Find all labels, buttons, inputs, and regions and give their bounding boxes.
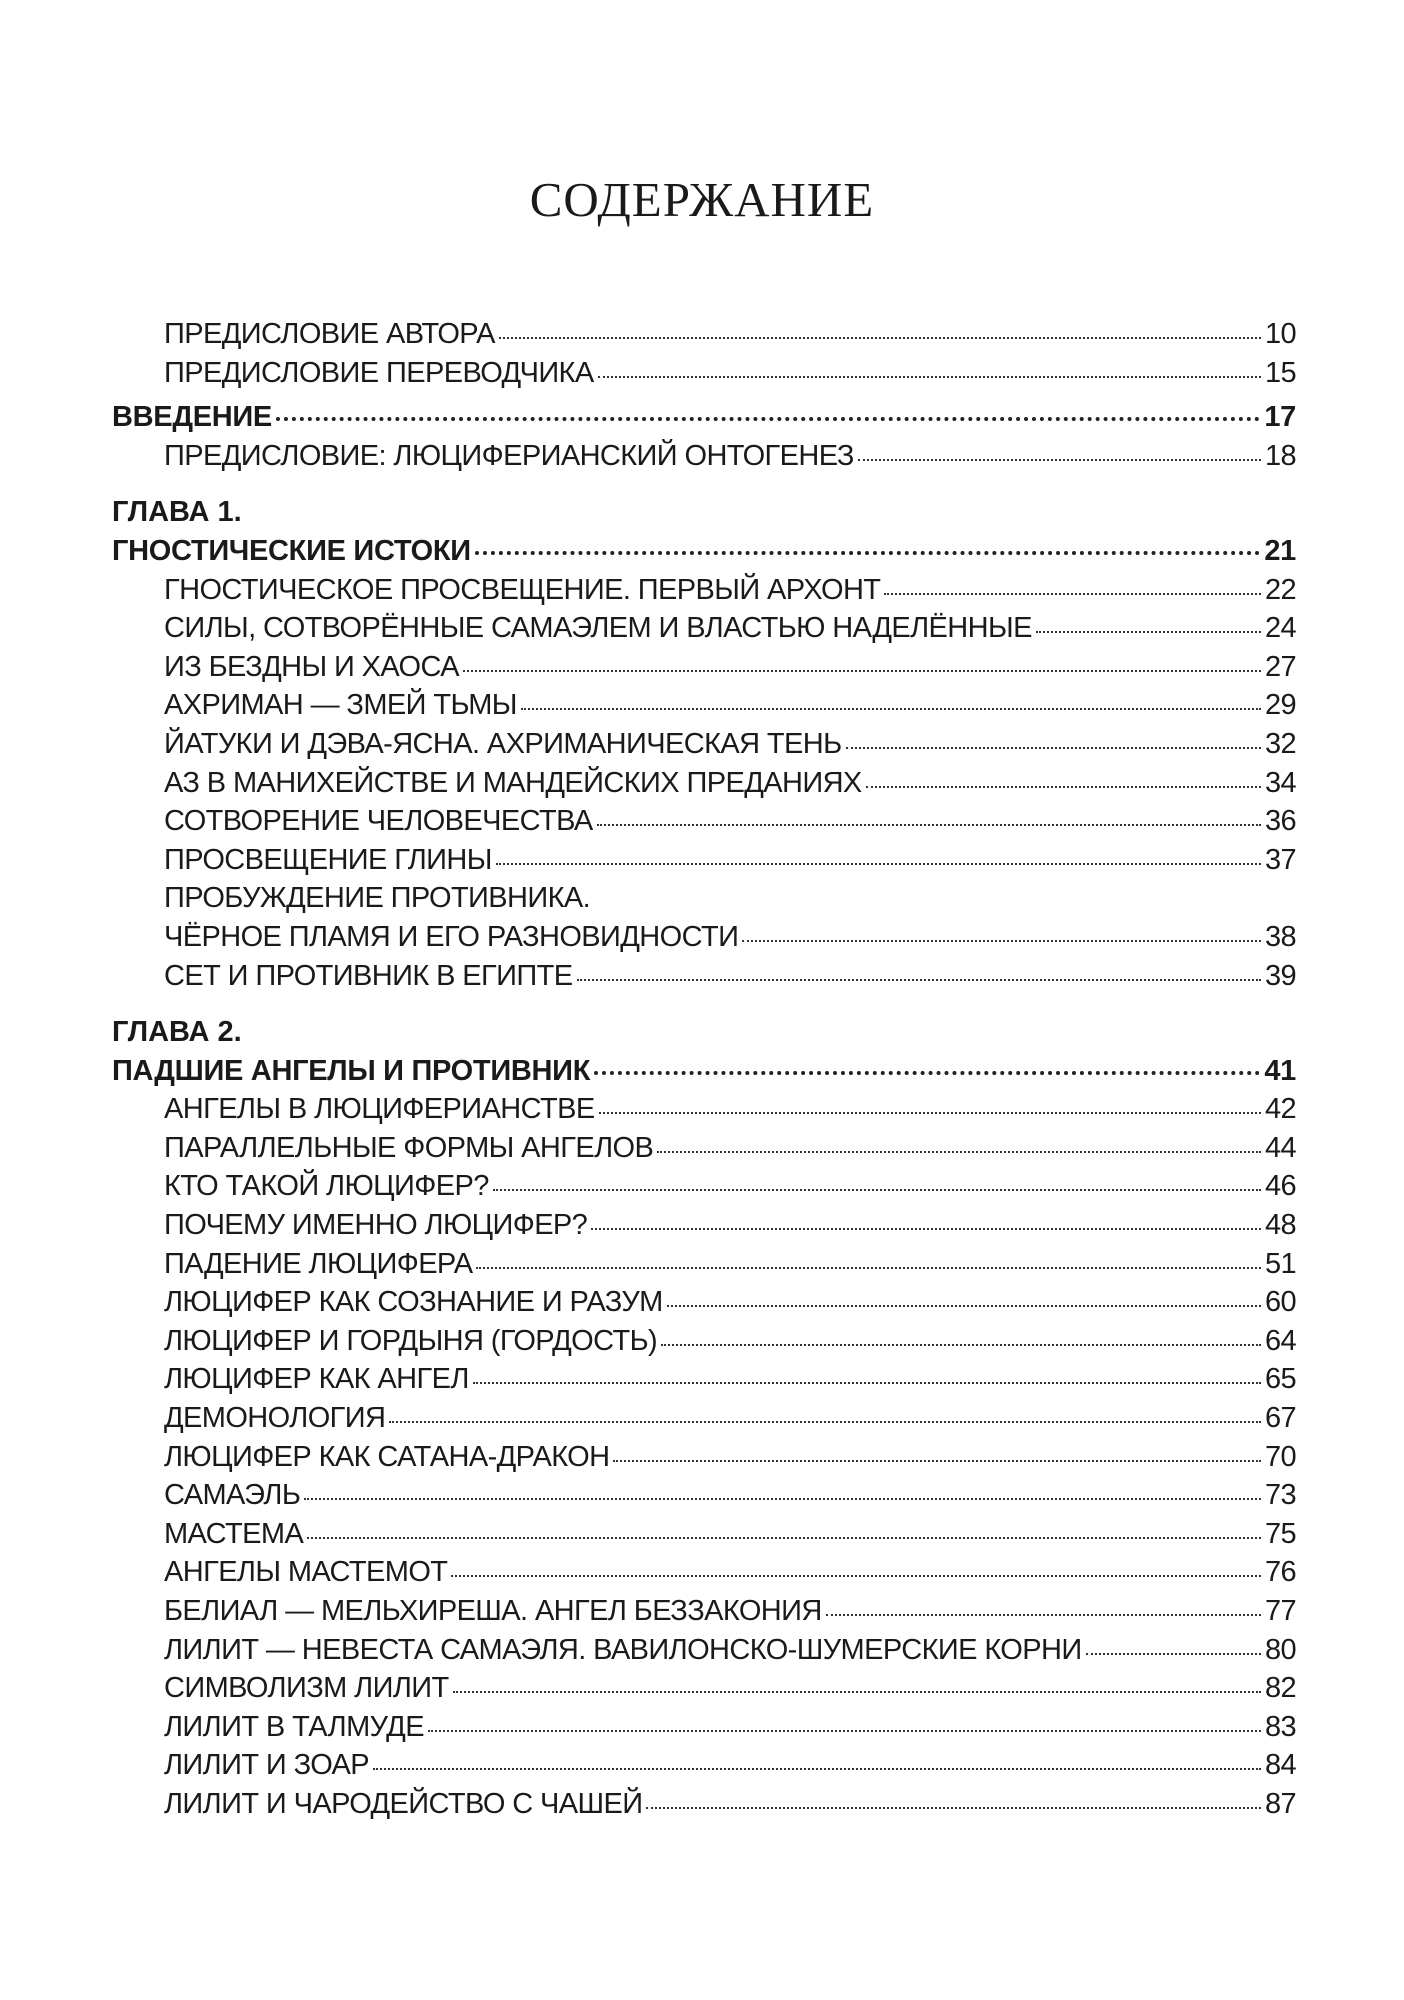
toc-entry[interactable] bbox=[112, 1441, 1296, 1480]
chapter-label: ГЛАВА 2. bbox=[112, 1016, 242, 1049]
dot-leader bbox=[1086, 1651, 1261, 1655]
toc-entry-label: ВВЕДЕНИЕ bbox=[112, 401, 272, 434]
toc-section-heading[interactable] bbox=[112, 401, 1296, 440]
toc-entry-label: ГНОСТИЧЕСКОЕ ПРОСВЕЩЕНИЕ. ПЕРВЫЙ АРХОНТ bbox=[164, 573, 881, 606]
toc-entry[interactable] bbox=[112, 1170, 1296, 1209]
dot-leader bbox=[475, 549, 1261, 555]
dot-leader bbox=[304, 1496, 1261, 1500]
toc-page-number: 76 bbox=[1264, 1556, 1296, 1589]
toc-entry[interactable] bbox=[112, 1634, 1296, 1673]
toc-page-number: 87 bbox=[1264, 1787, 1296, 1820]
toc-entry[interactable] bbox=[112, 960, 1296, 999]
toc-entry-label: БЕЛИАЛ — МЕЛЬХИРЕША. АНГЕЛ БЕЗЗАКОНИЯ bbox=[164, 1595, 822, 1627]
toc-entry-label: ПОЧЕМУ ИМЕННО ЛЮЦИФЕР? bbox=[164, 1209, 588, 1242]
toc-entry-label: АЗ В МАНИХЕЙСТВЕ И МАНДЕЙСКИХ ПРЕДАНИЯХ bbox=[164, 766, 862, 799]
toc-page-number: 82 bbox=[1264, 1672, 1296, 1705]
toc-entry-label: КТО ТАКОЙ ЛЮЦИФЕР? bbox=[164, 1170, 489, 1203]
toc-chapter-number bbox=[112, 1016, 1296, 1055]
toc-entry-label: ЧЁРНОЕ ПЛАМЯ И ЕГО РАЗНОВИДНОСТИ bbox=[164, 920, 739, 953]
dot-leader bbox=[276, 415, 1260, 421]
toc-page-number: 17 bbox=[1264, 401, 1296, 434]
toc-entry[interactable] bbox=[112, 1132, 1296, 1171]
dot-leader bbox=[428, 1728, 1261, 1732]
dot-leader bbox=[1036, 629, 1261, 633]
toc-entry-label: ГНОСТИЧЕСКИЕ ИСТОКИ bbox=[112, 534, 471, 567]
toc-page-number: 83 bbox=[1264, 1710, 1296, 1743]
dot-leader bbox=[742, 938, 1261, 942]
toc-entry[interactable] bbox=[112, 728, 1296, 767]
toc-entry[interactable] bbox=[112, 844, 1296, 883]
toc-page-number: 70 bbox=[1264, 1440, 1296, 1473]
dot-leader bbox=[667, 1303, 1261, 1307]
dot-leader bbox=[858, 457, 1261, 461]
toc-entry[interactable] bbox=[112, 1749, 1296, 1788]
toc-entry-label: ЛИЛИТ И ЗОАР bbox=[164, 1749, 370, 1782]
toc-page-number: 32 bbox=[1264, 727, 1296, 760]
toc-entry-label: ПРЕДИСЛОВИЕ: ЛЮЦИФЕРИАНСКИЙ ОНТОГЕНЕЗ bbox=[164, 439, 854, 472]
toc-entry-label: ПРОСВЕЩЕНИЕ ГЛИНЫ bbox=[164, 843, 492, 876]
dot-leader bbox=[496, 861, 1261, 865]
toc-entry[interactable] bbox=[112, 1556, 1296, 1595]
page-title: СОДЕРЖАНИЕ bbox=[529, 171, 875, 227]
toc-entry-label: АНГЕЛЫ В ЛЮЦИФЕРИАНСТВЕ bbox=[164, 1093, 595, 1126]
toc-entry[interactable] bbox=[112, 1672, 1296, 1711]
toc-page-number: 36 bbox=[1264, 805, 1296, 838]
dot-leader bbox=[599, 1110, 1261, 1114]
toc-page-number: 67 bbox=[1264, 1402, 1296, 1435]
toc-page-number: 10 bbox=[1264, 318, 1296, 350]
toc-entry[interactable] bbox=[112, 1595, 1296, 1634]
toc-entry-label: ЛИЛИТ И ЧАРОДЕЙСТВО С ЧАШЕЙ bbox=[164, 1787, 643, 1820]
toc-entry[interactable] bbox=[112, 318, 1296, 357]
dot-leader bbox=[598, 374, 1261, 378]
toc-entry-label: ПАДШИЕ АНГЕЛЫ И ПРОТИВНИК bbox=[112, 1054, 591, 1087]
toc-page-number: 34 bbox=[1264, 766, 1296, 799]
toc-page-number: 84 bbox=[1264, 1749, 1296, 1782]
toc-entry[interactable] bbox=[112, 689, 1296, 728]
toc-entry[interactable] bbox=[112, 1518, 1296, 1557]
dot-leader bbox=[884, 591, 1261, 595]
dot-leader bbox=[657, 1149, 1261, 1153]
table-of-contents bbox=[112, 318, 1296, 1827]
toc-entry[interactable] bbox=[112, 1788, 1296, 1827]
toc-page-number: 46 bbox=[1264, 1170, 1296, 1203]
dot-leader bbox=[646, 1805, 1260, 1809]
toc-entry-label: ПРЕДИСЛОВИЕ ПЕРЕВОДЧИКА bbox=[164, 356, 594, 389]
toc-entry-label: АНГЕЛЫ МАСТЕМОТ bbox=[164, 1556, 448, 1589]
toc-entry-label: ИЗ БЕЗДНЫ И ХАОСА bbox=[164, 650, 459, 683]
dot-leader bbox=[453, 1689, 1261, 1693]
toc-entry-label: ПАДЕНИЕ ЛЮЦИФЕРА bbox=[164, 1247, 473, 1280]
toc-entry-label: ЛИЛИТ В ТАЛМУДЕ bbox=[164, 1710, 424, 1743]
toc-entry[interactable] bbox=[112, 1479, 1296, 1518]
toc-page-number: 27 bbox=[1264, 650, 1296, 683]
toc-page-number: 42 bbox=[1264, 1093, 1296, 1126]
toc-page-number: 44 bbox=[1264, 1131, 1296, 1164]
dot-leader bbox=[866, 784, 1261, 788]
dot-leader bbox=[597, 822, 1261, 826]
toc-page-number: 39 bbox=[1264, 959, 1296, 992]
toc-entry[interactable] bbox=[112, 1286, 1296, 1325]
toc-entry-label: СЕТ И ПРОТИВНИК В ЕГИПТЕ bbox=[164, 959, 573, 992]
dot-leader bbox=[307, 1535, 1261, 1539]
dot-leader bbox=[493, 1187, 1261, 1191]
toc-chapter-number bbox=[112, 496, 1296, 535]
toc-entry[interactable] bbox=[112, 357, 1296, 396]
toc-entry-label: СИЛЫ, СОТВОРЁННЫЕ САМАЭЛЕМ И ВЛАСТЬЮ НАДЕЛЁННЫЕ bbox=[164, 612, 1032, 645]
dot-leader bbox=[661, 1342, 1261, 1346]
dot-leader bbox=[451, 1573, 1261, 1577]
dot-leader bbox=[373, 1766, 1261, 1770]
dot-leader bbox=[389, 1419, 1261, 1423]
toc-entry-label: СОТВОРЕНИЕ ЧЕЛОВЕЧЕСТВА bbox=[164, 805, 593, 838]
toc-entry[interactable] bbox=[112, 612, 1296, 651]
toc-entry-label: МАСТЕМА bbox=[164, 1517, 304, 1550]
toc-page-number: 80 bbox=[1264, 1633, 1296, 1666]
toc-section-heading[interactable] bbox=[112, 1055, 1296, 1094]
toc-entry[interactable] bbox=[112, 1325, 1296, 1364]
toc-entry-label: ЛЮЦИФЕР КАК СОЗНАНИЕ И РАЗУМ bbox=[164, 1286, 663, 1319]
dot-leader bbox=[577, 977, 1261, 981]
toc-section-heading[interactable] bbox=[112, 535, 1296, 574]
toc-entry-label: ПРЕДИСЛОВИЕ АВТОРА bbox=[164, 318, 495, 350]
toc-entry[interactable] bbox=[112, 767, 1296, 806]
toc-entry[interactable] bbox=[112, 440, 1296, 479]
toc-entry[interactable] bbox=[112, 651, 1296, 690]
toc-entry-label: ЙАТУКИ И ДЭВА-ЯСНА. АХРИМАНИЧЕСКАЯ ТЕНЬ bbox=[164, 727, 842, 760]
toc-page-number: 77 bbox=[1264, 1595, 1296, 1627]
toc-page-number: 48 bbox=[1264, 1209, 1296, 1242]
toc-page-number: 51 bbox=[1264, 1247, 1296, 1280]
toc-page-number: 65 bbox=[1264, 1363, 1296, 1396]
toc-entry-label: СИМВОЛИЗМ ЛИЛИТ bbox=[164, 1672, 449, 1705]
toc-page-number: 73 bbox=[1264, 1479, 1296, 1512]
toc-page-number: 21 bbox=[1264, 534, 1296, 567]
toc-page-number: 22 bbox=[1264, 573, 1296, 606]
toc-entry[interactable] bbox=[112, 1248, 1296, 1287]
toc-entry-label: ПРОБУЖДЕНИЕ ПРОТИВНИКА. bbox=[164, 882, 591, 915]
toc-page-number: 75 bbox=[1264, 1517, 1296, 1550]
dot-leader bbox=[463, 668, 1261, 672]
toc-entry[interactable] bbox=[112, 1711, 1296, 1750]
toc-page-number: 15 bbox=[1264, 356, 1296, 389]
toc-page-number: 29 bbox=[1264, 689, 1296, 722]
toc-entry[interactable] bbox=[112, 1363, 1296, 1402]
toc-page-number: 24 bbox=[1264, 612, 1296, 645]
toc-entry-label: ЛЮЦИФЕР КАК САТАНА-ДРАКОН bbox=[164, 1440, 610, 1473]
dot-leader bbox=[476, 1265, 1260, 1269]
dot-leader bbox=[826, 1612, 1261, 1616]
toc-entry[interactable] bbox=[112, 1209, 1296, 1248]
toc-entry-label: АХРИМАН — ЗМЕЙ ТЬМЫ bbox=[164, 689, 517, 722]
toc-entry-label: ЛЮЦИФЕР И ГОРДЫНЯ (ГОРДОСТЬ) bbox=[164, 1324, 658, 1357]
dot-leader bbox=[521, 706, 1261, 710]
dot-leader bbox=[591, 1226, 1261, 1230]
dot-leader bbox=[846, 745, 1261, 749]
dot-leader bbox=[473, 1380, 1261, 1384]
toc-entry[interactable] bbox=[112, 1093, 1296, 1132]
toc-page-number: 37 bbox=[1264, 843, 1296, 876]
toc-entry-line1[interactable] bbox=[112, 882, 1296, 921]
toc-entry-label: ЛЮЦИФЕР КАК АНГЕЛ bbox=[164, 1363, 469, 1396]
dot-leader bbox=[499, 335, 1261, 339]
toc-page-number: 64 bbox=[1264, 1324, 1296, 1357]
toc-entry-label: ПАРАЛЛЕЛЬНЫЕ ФОРМЫ АНГЕЛОВ bbox=[164, 1131, 654, 1164]
toc-entry[interactable] bbox=[112, 1402, 1296, 1441]
dot-leader bbox=[613, 1458, 1260, 1462]
toc-page-number: 41 bbox=[1264, 1054, 1296, 1087]
dot-leader bbox=[594, 1069, 1260, 1075]
toc-entry[interactable] bbox=[112, 574, 1296, 613]
toc-page-number: 38 bbox=[1264, 920, 1296, 953]
toc-page-number: 60 bbox=[1264, 1286, 1296, 1319]
toc-page-number: 18 bbox=[1264, 439, 1296, 472]
toc-entry-label: ДЕМОНОЛОГИЯ bbox=[164, 1402, 386, 1435]
toc-entry-label: ЛИЛИТ — НЕВЕСТА САМАЭЛЯ. ВАВИЛОНСКО-ШУМЕРСКИЕ КОРНИ bbox=[164, 1633, 1082, 1666]
toc-entry[interactable] bbox=[112, 921, 1296, 960]
toc-entry[interactable] bbox=[112, 805, 1296, 844]
toc-entry-label: САМАЭЛЬ bbox=[164, 1479, 301, 1512]
chapter-label: ГЛАВА 1. bbox=[112, 496, 242, 529]
